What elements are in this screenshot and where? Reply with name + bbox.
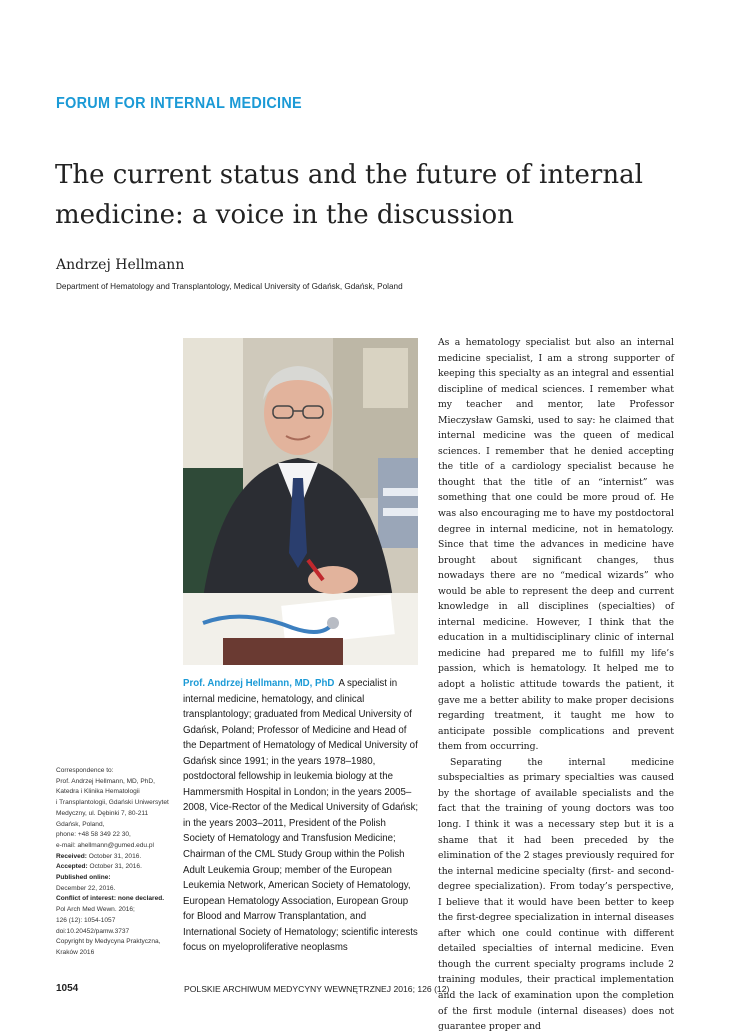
citation-line: Pol Arch Med Wewn. 2016; xyxy=(56,906,135,914)
accepted-value: October 31, 2016. xyxy=(89,863,142,871)
published-label: Published online: xyxy=(56,874,111,882)
published-value: December 22, 2016. xyxy=(56,884,116,892)
received-label: Received: xyxy=(56,852,87,860)
article-title: The current status and the future of internal medicine: a voice in the discussion xyxy=(55,160,643,230)
address-line: Medyczny, ul. Dębinki 7, 80-211 xyxy=(56,809,149,817)
author-name: Andrzej Hellmann xyxy=(56,257,185,273)
accepted-date xyxy=(56,862,176,873)
caption-bio-text: A specialist in internal medicine, hematology, and clinical transplantology; graduated from Medical University of Gdańsk, Poland; Professor of Medicine and Head of the Department of Hematology of Medical University of Gdańsk since 1991; in the years 1978–1980, postdoctoral fellowship in leukemia biology at the Hammersmith Hospital in London; in the years 2005–2008, Vice-Rector of the Medical University of Gdańsk; in the years 2003–2011, President of the Polish Society of Hematology and Transfusion Medicine; Chairman of the CML Study Group within the Polish Adult Leukemia Group; member of the European Leukemia Network, American Society of Hematology, European Hematology Association, European Group for Blood and Marrow Transplantation, and International Society of Hematology; scientific interests focus on myeloproliferative neoplasms xyxy=(183,678,419,954)
article-body xyxy=(438,335,674,1035)
accepted-label: Accepted: xyxy=(56,863,88,871)
address-line: e-mail: ahellmann@gumed.edu.pl xyxy=(56,841,154,849)
author-affiliation: Department of Hematology and Transplantology, Medical University of Gdańsk, Gdańsk, Poland xyxy=(56,282,403,291)
received-value: October 31, 2016. xyxy=(88,852,142,860)
page-number: 1054 xyxy=(56,983,79,994)
citation-line: Copyright by Medycyna Praktyczna, xyxy=(56,938,161,946)
citation-line: 126 (12): 1054-1057 xyxy=(56,916,116,924)
caption-author-name: Prof. Andrzej Hellmann, MD, PhD xyxy=(183,678,335,689)
body-paragraph: As a hematology specialist but also an internal medicine specialist, I am a strong supporter of keeping this specialty as an integral and essential discipline of medical sciences. I remember what my teacher and mentor, late Professor Mieczysław Gamski, used to say: he claimed that internal medicine was the queen of medical sciences. I remember that he denied accepting the title of a cardiology specialist because he thought that the title of an “internist” was something that one could be more proud of. He was also encouraging me to have my postdoctoral degree in internal medicine, not in hematology. Since that time the advances in medicine have brought about significant changes, thus nowadays there are no “medical wizards” who would be able to represent the deep and current knowledge in all disciplines (specialties) of internal medicine. However, I think that the education in a multidisciplinary clinic of internal medicine had prepared me to fulfill my life’s passion, which is hematology. It helped me to adopt a holistic attitude towards the patient, it gave me a better ability to make proper decisions regarding treatment, it taught me how to anticipate possible complications and prevent them from occurring. xyxy=(438,337,674,753)
citation-line: Kraków 2016 xyxy=(56,948,95,956)
address-line: i Transplantologii, Gdański Uniwersytet xyxy=(56,799,169,807)
author-bio-caption xyxy=(183,676,420,956)
address-line: Prof. Andrzej Hellmann, MD, PhD, xyxy=(56,777,155,785)
correspondence-label: Correspondence to: xyxy=(56,767,114,774)
body-paragraph: Separating the internal medicine subspecialties as primary specialties was caused by the shortage of available specialists and the fact that the training of young doctors was too long. I think it was a necessary step but it is a shame that it had been preceded by the elimination of the 2 stages previously required for the internal medicine specialty (first- and second-degree specialization). From today’s perspective, I believe that it would have been better to keep the first-degree specialization in internal diseases after which one could continue with different detailed specialties of internal medicine. Even though the current specialty programs include 2 training modules, their practical implementation and the lack of examination upon the completion of the first module (internal diseases) does not guarantee proper and xyxy=(438,756,674,1033)
correspondence-sidebar xyxy=(56,766,176,959)
author-photo xyxy=(183,338,418,665)
journal-citation: POLSKIE ARCHIWUM MEDYCYNY WEWNĘTRZNEJ 2016; 126 (12) xyxy=(184,984,450,994)
address-line: Gdańsk, Poland, xyxy=(56,820,105,828)
section-label: FORUM FOR INTERNAL MEDICINE xyxy=(56,95,302,112)
address-line: phone: +48 58 349 22 30, xyxy=(56,831,131,839)
address-line: Katedra i Klinika Hematologii xyxy=(56,788,140,796)
citation-line: doi:10.20452/pamw.3737 xyxy=(56,927,130,935)
conflict-statement: Conflict of interest: none declared. xyxy=(56,895,165,903)
received-date xyxy=(56,852,176,863)
